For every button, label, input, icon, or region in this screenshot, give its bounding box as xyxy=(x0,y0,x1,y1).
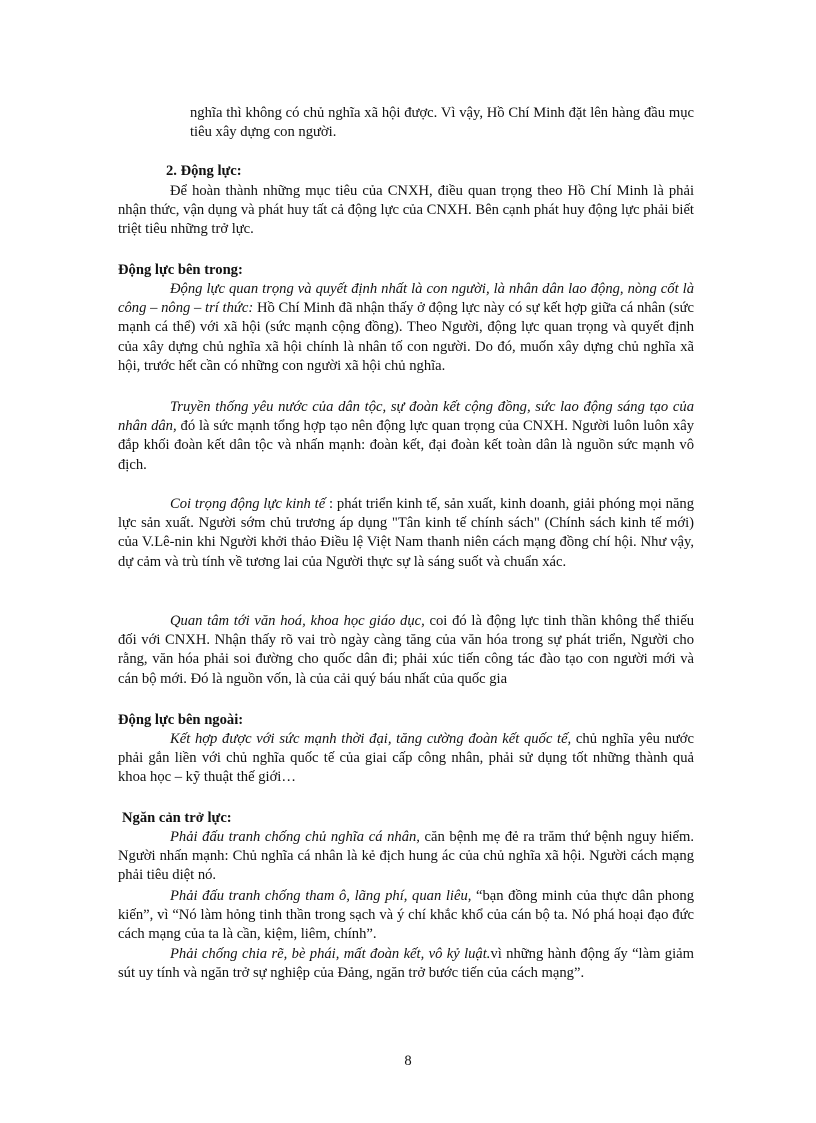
paragraph-kinh-te xyxy=(118,495,694,572)
paragraph-quoc-te xyxy=(118,730,694,788)
paragraph-chia-re-lead: Phải chống chia rẽ, bè phái, mất đoàn kết, vô kỷ luật. xyxy=(170,946,491,962)
paragraph-con-nguoi-lead: Động lực quan trọng và quyết định nhất là con người, là nhân dân lao động, nòng cốt là công – nông – trí thức: xyxy=(118,281,694,317)
section-heading-dong-luc: 2. Động lực: xyxy=(166,163,242,179)
paragraph-kinh-te-lead: Coi trọng động lực kinh tế xyxy=(170,496,326,512)
subheading-dong-luc-ben-ngoai: Động lực bên ngoài: xyxy=(118,712,244,728)
paragraph-truyen-thong-lead: Truyền thống yêu nước của dân tộc, sự đoàn kết cộng đồng, sức lao động sáng tạo của nhân dân, xyxy=(118,399,694,435)
paragraph-dong-luc-intro: Để hoàn thành những mục tiêu của CNXH, điều quan trọng theo Hồ Chí Minh là phải nhận thức, vận dụng và phát huy tất cả động lực của CNXH. Bên cạnh phát huy động lực phải biết triệt tiêu những trở lực. xyxy=(118,183,694,238)
paragraph-quoc-te-body: chủ nghĩa yêu nước phải gắn liền với chủ nghĩa quốc tế của giai cấp công nhân, phải sử dụng tốt những thành quả khoa học – kỹ thuật thế giới… xyxy=(118,731,695,786)
paragraph-ca-nhan-lead: Phải đấu tranh chống chủ nghĩa cá nhân, xyxy=(170,829,420,845)
paragraph-chia-re xyxy=(118,945,694,983)
paragraph-chia-re-body: vì những hành động ấy “làm giảm sút uy tính và ngăn trở sự nghiệp của Đảng, ngăn trở bước tiến của cách mạng”. xyxy=(118,946,694,982)
paragraph-tham-o xyxy=(118,887,694,945)
paragraph-ca-nhan xyxy=(118,828,694,886)
paragraph-quoc-te-lead: Kết hợp được với sức mạnh thời đại, tăng cường đoàn kết quốc tế, xyxy=(170,731,572,747)
paragraph-con-nguoi xyxy=(118,280,694,376)
paragraph-van-hoa-body: coi đó là động lực tinh thần không thể thiếu đối với CNXH. Nhận thấy rõ vai trò ngày càng tăng của văn hóa trong sự phát triển, Người cho rằng, văn hóa phải soi đường cho quốc dân đi; phải xúc tiến công tác đào tạo con người mới và cán bộ mới. Đó là nguồn vốn, là của cải quý báu nhất của quốc gia xyxy=(118,613,694,687)
paragraph-con-nguoi-body: Hồ Chí Minh đã nhận thấy ở động lực này có sự kết hợp giữa cá nhân (sức mạnh cá thể) với xã hội (sức mạnh cộng đồng). Theo Người, động lực quan trọng và quyết định của xây dựng chủ nghĩa xã hội chính là nhân tố con người. Do đó, muốn xây dựng chủ nghĩa xã hội, trước hết cần có những con người xã hội chủ nghĩa. xyxy=(118,300,694,374)
paragraph-kinh-te-body: : phát triển kinh tế, sản xuất, kinh doanh, giải phóng mọi năng lực sản xuất. Người sớm chủ trương áp dụng "Tân kinh tế chính sách" (Chính sách kinh tế mới) của V.Lê-nin khi Người khởi thảo Điều lệ Việt Nam thanh niên cách mạng đồng chí hội. Như vậy, dự cảm và trù tính về tương lai của Người thực sự là sáng suốt và chuẩn xác. xyxy=(118,496,695,570)
subheading-dong-luc-ben-trong: Động lực bên trong: xyxy=(118,262,243,278)
paragraph-van-hoa-lead: Quan tâm tới văn hoá, khoa học giáo dục, xyxy=(170,613,425,629)
page-number: 8 xyxy=(404,1053,412,1069)
paragraph-truyen-thong xyxy=(118,398,694,475)
paragraph-tham-o-lead: Phải đấu tranh chống tham ô, lãng phí, quan liêu, xyxy=(170,888,472,904)
paragraph-tham-o-body: “bạn đồng minh của thực dân phong kiến”, vì “Nó làm hỏng tinh thần trong sạch và ý chí khắc khổ của cán bộ ta. Nó phá hoại đạo đức cách mạng của ta là cần, kiệm, liêm, chính”. xyxy=(118,888,694,943)
paragraph-continuation: nghĩa thì không có chủ nghĩa xã hội được. Vì vậy, Hồ Chí Minh đặt lên hàng đầu mục tiêu xây dựng con người. xyxy=(190,105,694,141)
paragraph-truyen-thong-body: đó là sức mạnh tổng hợp tạo nên động lực quan trọng của CNXH. Người luôn luôn xây đắp khối đoàn kết dân tộc và nhấn mạnh: đoàn kết, đại đoàn kết toàn dân là nguồn sức mạnh vô địch. xyxy=(118,418,694,473)
paragraph-van-hoa xyxy=(118,612,694,689)
subheading-ngan-can-tro-luc: Ngăn cản trở lực: xyxy=(122,810,232,826)
paragraph-ca-nhan-body: căn bệnh mẹ đẻ ra trăm thứ bệnh nguy hiểm. Người nhấn mạnh: Chủ nghĩa cá nhân là kẻ địch hung ác của chủ nghĩa xã hội. Người cách mạng phải tiêu diệt nó. xyxy=(118,829,694,884)
